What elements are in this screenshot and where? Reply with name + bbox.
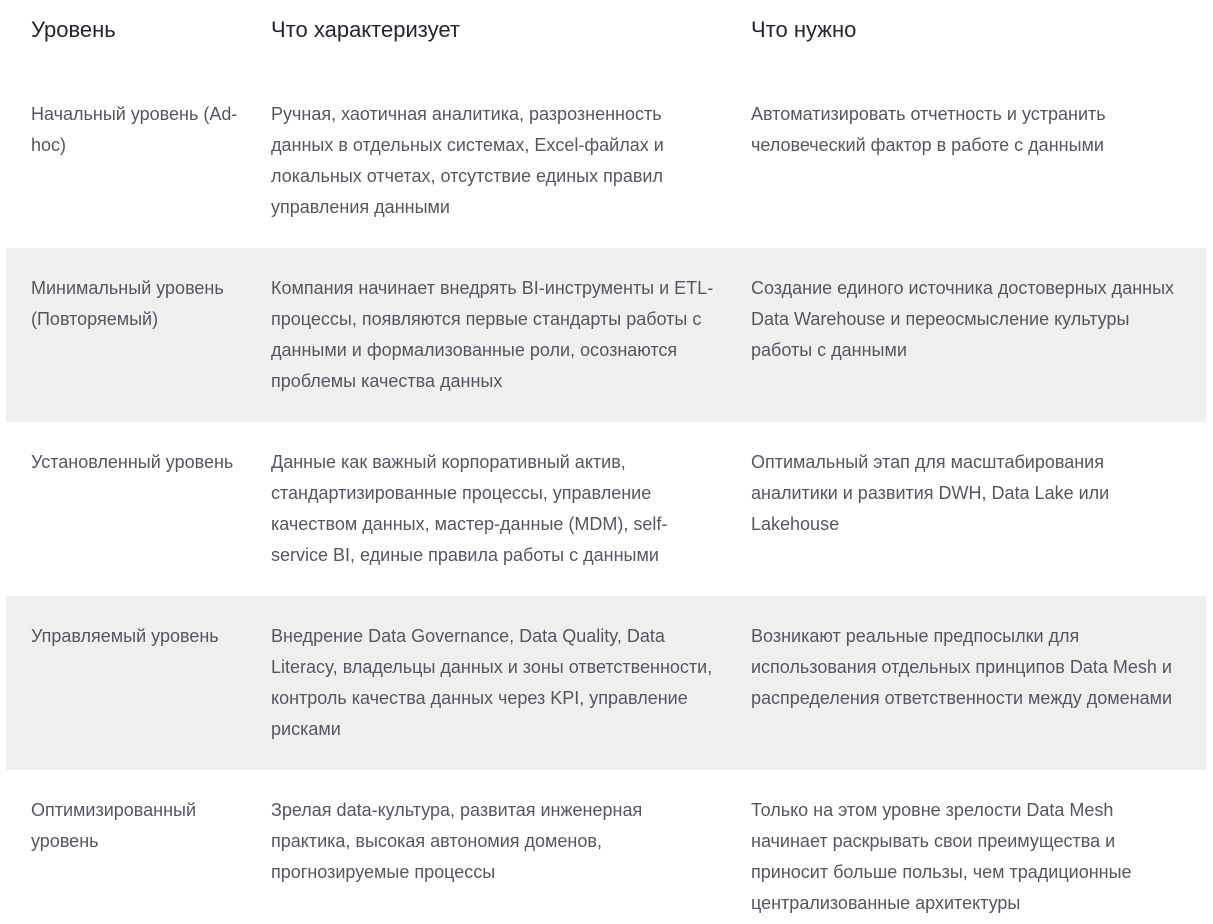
level-cell: Управляемый уровень xyxy=(31,626,219,646)
level-cell: Минимальный уровень (Повторяемый) xyxy=(31,278,224,329)
table-row xyxy=(6,248,1206,422)
header-characteristics: Что характеризует xyxy=(271,17,460,42)
table-row xyxy=(6,770,1206,924)
characteristics-cell: Ручная, хаотичная аналитика, разрозненность данных в отдельных системах, Excel-файлах и локальных отчетах, отсутствие единых правил управления данными xyxy=(271,104,664,217)
table-row xyxy=(6,596,1206,770)
header-needs: Что нужно xyxy=(751,17,857,42)
characteristics-cell: Данные как важный корпоративный актив, стандартизированные процессы, управление качеством данных, мастер-данные (MDM), self-service BI, единые правила работы с данными xyxy=(271,452,668,565)
maturity-table xyxy=(6,0,1206,924)
characteristics-cell: Внедрение Data Governance, Data Quality, Data Literacy, владельцы данных и зоны ответственности, контроль качества данных через KPI, управление рисками xyxy=(271,626,713,739)
needs-cell: Только на этом уровне зрелости Data Mesh начинает раскрывать свои преимущества и приносит больше пользы, чем традиционные централизованные архитектуры xyxy=(751,800,1132,913)
level-cell: Оптимизированный уровень xyxy=(31,800,197,851)
level-cell: Установленный уровень xyxy=(31,452,234,472)
table-row xyxy=(6,422,1206,596)
needs-cell: Автоматизировать отчетность и устранить человеческий фактор в работе с данными xyxy=(751,104,1106,155)
needs-cell: Возникают реальные предпосылки для использования отдельных принципов Data Mesh и распределения ответственности между доменами xyxy=(751,626,1173,708)
characteristics-cell: Компания начинает внедрять BI-инструменты и ETL-процессы, появляются первые стандарты работы с данными и формализованные роли, осознаются проблемы качества данных xyxy=(271,278,714,391)
characteristics-cell: Зрелая data-культура, развитая инженерная практика, высокая автономия доменов, прогнозируемые процессы xyxy=(271,800,643,882)
needs-cell: Создание единого источника достоверных данных Data Warehouse и переосмысление культуры работы с данными xyxy=(751,278,1175,360)
table-row xyxy=(6,74,1206,248)
table-header xyxy=(6,0,1206,74)
header-level: Уровень xyxy=(31,17,116,42)
needs-cell: Оптимальный этап для масштабирования аналитики и развития DWH, Data Lake или Lakehouse xyxy=(751,452,1110,534)
level-cell: Начальный уровень (Ad-hoc) xyxy=(31,104,238,155)
